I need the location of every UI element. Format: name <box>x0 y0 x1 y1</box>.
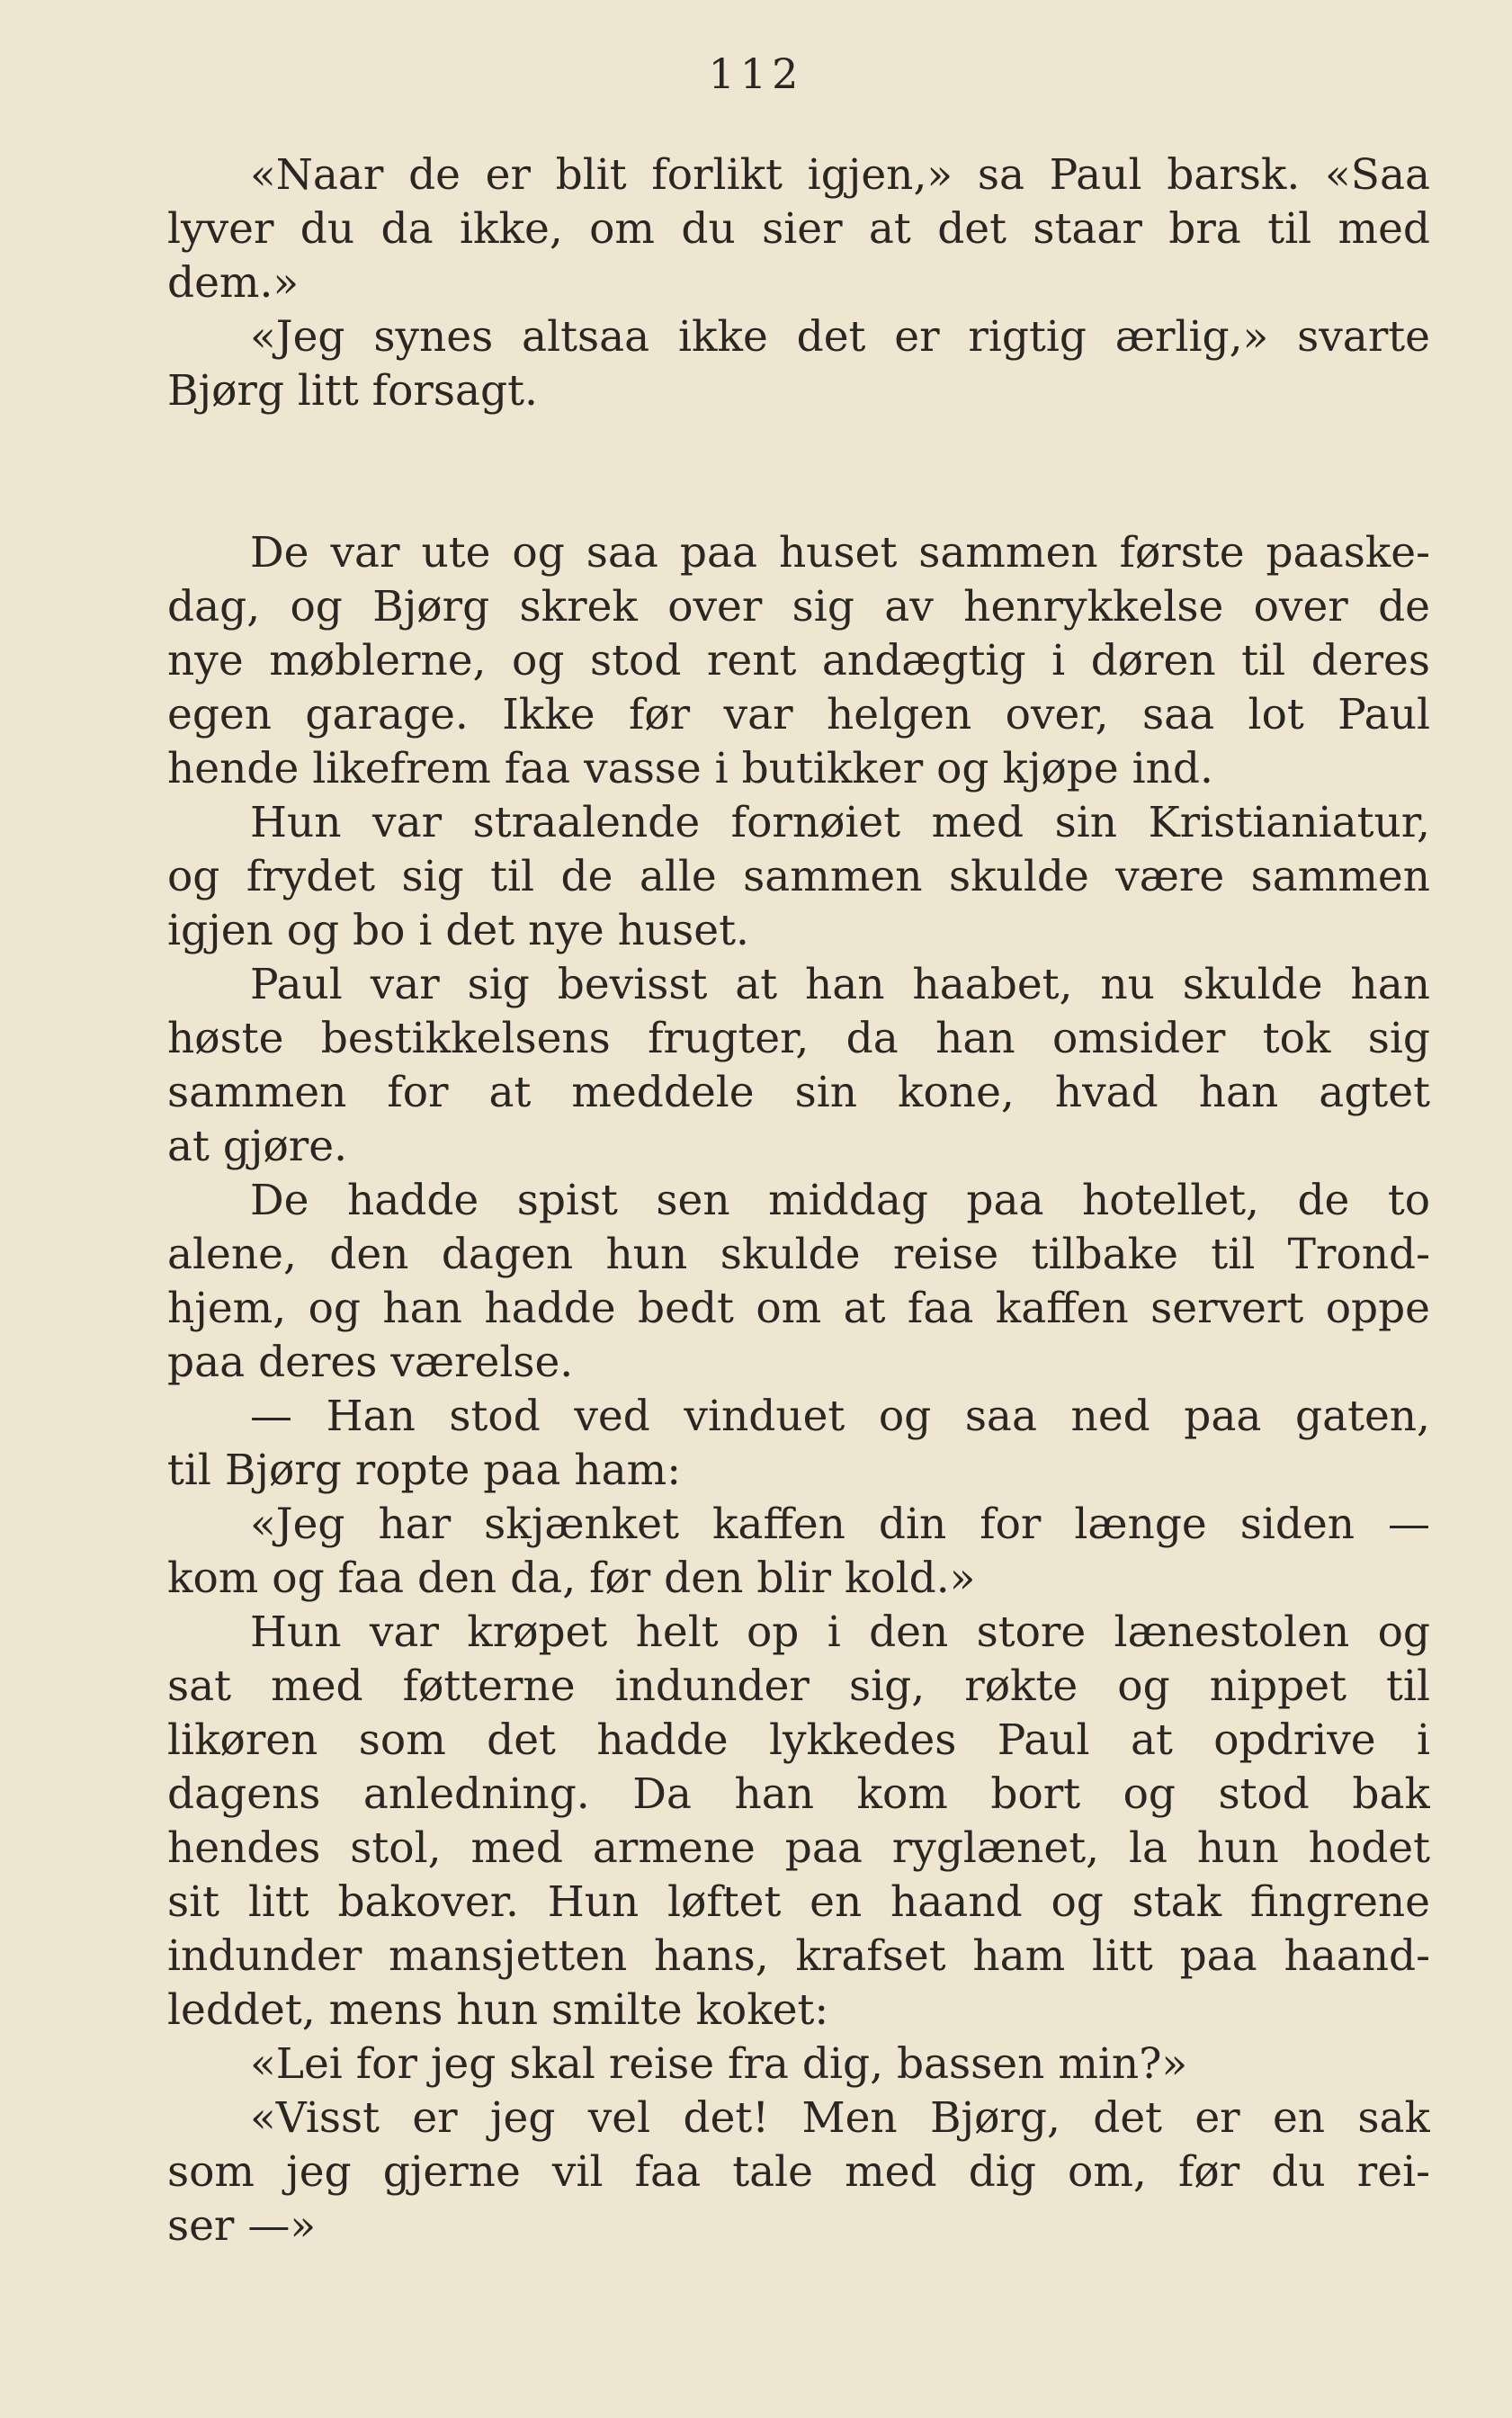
text-line: likøren som det hadde lykkedes Paul at opdrive i <box>167 1715 1430 1765</box>
text-line: indunder mansjetten hans, krafset ham litt paa haand- <box>167 1931 1430 1981</box>
text-line: alene, den dagen hun skulde reise tilbake til Trond- <box>167 1230 1430 1279</box>
paragraph <box>167 1390 1430 1444</box>
paragraph <box>167 958 1430 1120</box>
text-line: hjem, og han hadde bedt om at faa kaffen servert oppe <box>167 1284 1430 1333</box>
page-body <box>167 148 1430 2253</box>
page-number: 112 <box>708 49 804 98</box>
text-line: høste bestikkelsens frugter, da han omsider tok sig <box>167 1014 1430 1063</box>
text-line: leddet, mens hun smilte koket: <box>167 1985 829 2035</box>
paragraph <box>167 1120 1430 1174</box>
paragraph <box>167 2199 1430 2253</box>
text-line: sammen for at meddele sin kone, hvad han agtet <box>167 1068 1430 1117</box>
text-line: til Bjørg ropte paa ham: <box>167 1446 682 1495</box>
text-line: igjen og bo i det nye huset. <box>167 906 749 955</box>
text-line: sit litt bakover. Hun løftet en haand og stak fingrene <box>167 1877 1430 1927</box>
text-line: egen garage. Ikke før var helgen over, saa lot Paul <box>167 690 1430 739</box>
text-line: Paul var sig bevisst at han haabet, nu skulde han <box>250 960 1430 1009</box>
text-line: Hun var straalende fornøiet med sin Kristianiatur, <box>250 798 1430 847</box>
text-line: «Jeg har skjænket kaffen din for længe siden — <box>250 1500 1430 1549</box>
text-line: «Naar de er blit forlikt igjen,» sa Paul barsk. «Saa <box>250 150 1430 200</box>
paragraph <box>167 1336 1430 1390</box>
text-line: at gjøre. <box>167 1122 348 1171</box>
text-line: og frydet sig til de alle sammen skulde være sammen <box>167 852 1430 901</box>
paragraph <box>167 148 1430 256</box>
paragraph <box>167 364 1430 418</box>
paragraph <box>167 526 1430 742</box>
text-line: «Jeg synes altsaa ikke det er rigtig ærlig,» svarte <box>250 312 1430 362</box>
text-line: som jeg gjerne vil faa tale med dig om, før du rei- <box>167 2147 1430 2197</box>
paragraph <box>167 1552 1430 1606</box>
text-line: Hun var krøpet helt op i den store lænestolen og <box>250 1608 1430 1657</box>
paragraph <box>167 1606 1430 1984</box>
text-line: paa deres værelse. <box>167 1338 574 1387</box>
text-line: dag, og Bjørg skrek over sig av henrykkelse over de <box>167 582 1430 631</box>
text-line: De hadde spist sen middag paa hotellet, de to <box>250 1176 1430 1225</box>
section-break <box>167 418 1430 526</box>
paragraph <box>167 1174 1430 1336</box>
text-line: lyver du da ikke, om du sier at det staar bra til med <box>167 204 1430 254</box>
text-line: sat med føtterne indunder sig, røkte og nippet til <box>167 1661 1430 1711</box>
paragraph <box>167 1984 1430 2037</box>
text-line: hende likefrem faa vasse i butikker og kjøpe ind. <box>167 744 1213 793</box>
text-line: «Visst er jeg vel det! Men Bjørg, det er en sak <box>250 2093 1430 2143</box>
text-line: «Lei for jeg skal reise fra dig, bassen min?» <box>250 2039 1188 2089</box>
paragraph <box>167 2091 1430 2199</box>
paragraph <box>167 742 1430 796</box>
text-line: kom og faa den da, før den blir kold.» <box>167 1554 976 1603</box>
text-line: nye møblerne, og stod rent andægtig i døren til deres <box>167 636 1430 685</box>
paragraph <box>167 1444 1430 1498</box>
text-line: De var ute og saa paa huset sammen første paaske- <box>250 528 1430 578</box>
text-line: dem.» <box>167 258 300 308</box>
text-line: dagens anledning. Da han kom bort og stod bak <box>167 1769 1430 1819</box>
paragraph <box>167 1498 1430 1552</box>
text-line: — Han stod ved vinduet og saa ned paa gaten, <box>250 1392 1430 1441</box>
paragraph <box>167 796 1430 904</box>
text-line: hendes stol, med armene paa ryglænet, la hun hodet <box>167 1823 1430 1873</box>
text-line: Bjørg litt forsagt. <box>167 366 538 416</box>
paragraph <box>167 904 1430 958</box>
paragraph <box>167 256 1430 310</box>
text-line: ser —» <box>167 2201 317 2251</box>
paragraph <box>167 2037 1430 2091</box>
paragraph <box>167 310 1430 364</box>
